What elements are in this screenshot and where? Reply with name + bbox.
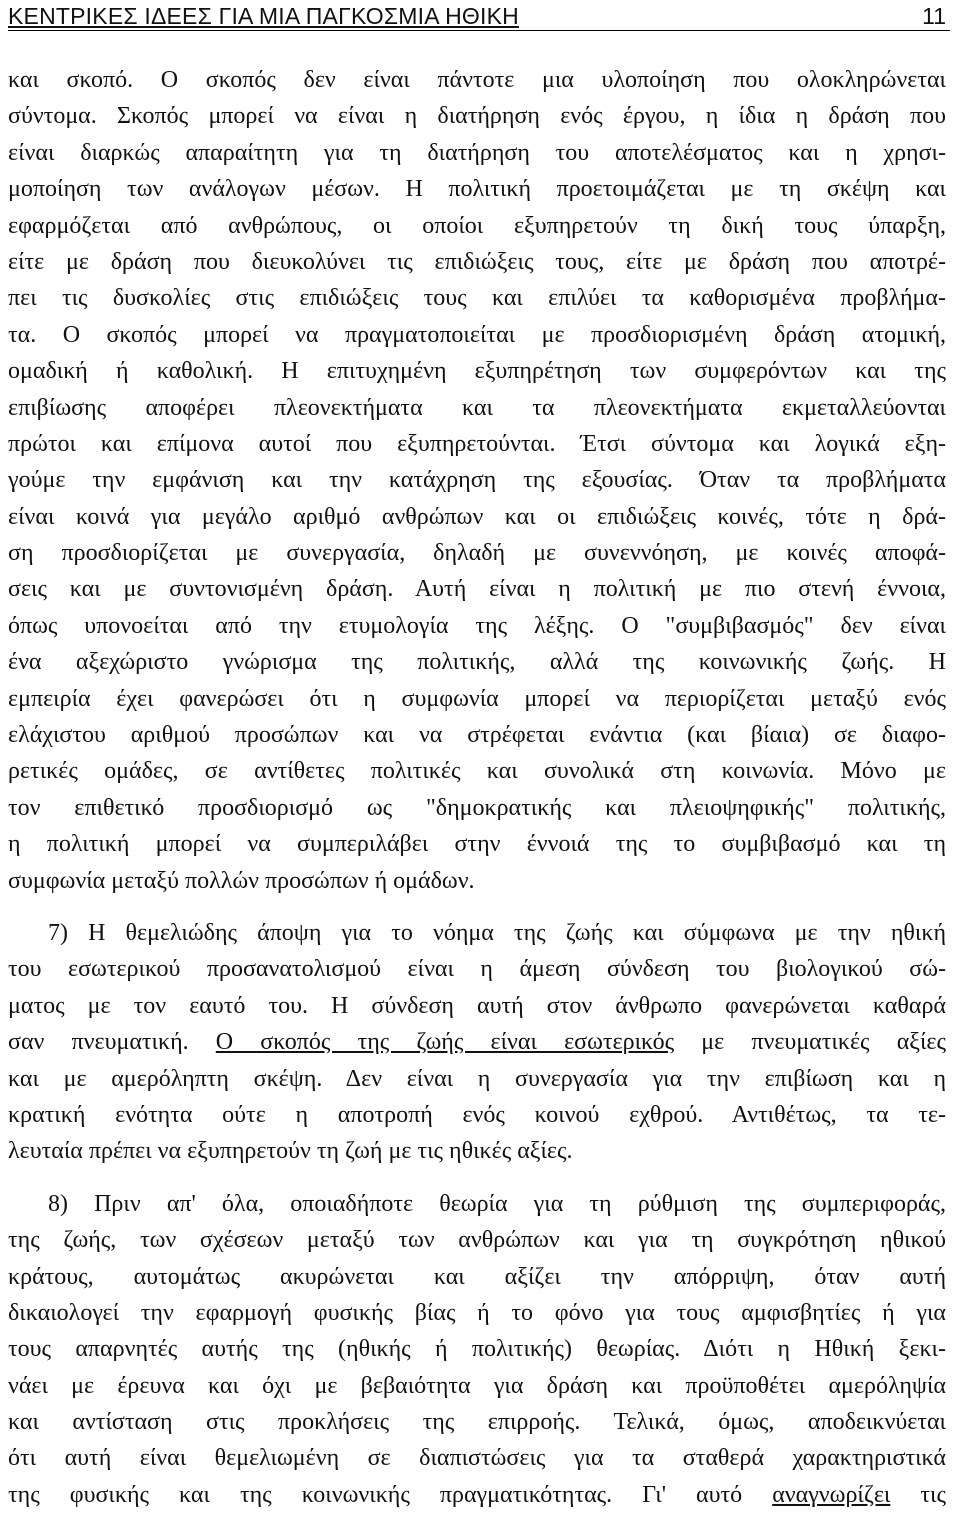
- text-line: ματος με τον εαυτό του. Η σύνδεση αυτή στον άνθρωπο φανερώνεται καθαρά: [8, 992, 946, 1019]
- text-span: τις: [890, 1481, 946, 1508]
- text-line: ση προσδιορίζεται με συνεργασία, δηλαδή με συνεννόηση, με κοινές αποφά-: [8, 540, 946, 567]
- text-line: η πολιτική μπορεί να συμπεριλάβει στην έννοιά της το συμβιβασμό και τη: [8, 831, 946, 858]
- text-line: και σκοπό. Ο σκοπός δεν είναι πάντοτε μια υλοποίηση που ολοκληρώνεται: [8, 67, 946, 93]
- text-line: [8, 1477, 946, 1513]
- text-line: πει τις δυσκολίες στις επιδιώξεις τους και επιλύει τα καθορισμένα προβλήμα-: [8, 285, 946, 312]
- underlined-word: αναγνωρίζει: [772, 1481, 891, 1508]
- text-line: της ζωής, των σχέσεων μεταξύ των ανθρώπων και για τη συγκρότηση ηθικού: [8, 1227, 946, 1254]
- text-line: δικαιολογεί την εφαρμογή φυσικής βίας ή το φόνο για τους αμφισβητίες ή για: [8, 1299, 946, 1326]
- text-line: και με αμερόληπτη σκέψη. Δεν είναι η συνεργασία για την επιβίωση και η: [8, 1065, 946, 1092]
- paragraph-3: [8, 1186, 946, 1514]
- text-line: είναι διαρκώς απαραίτητη για τη διατήρηση του αποτελέσματος και η χρησι-: [8, 139, 946, 166]
- text-line: εμπειρία έχει φανερώσει ότι η συμφωνία μπορεί να περιορίζεται μεταξύ ενός: [8, 685, 946, 712]
- text-span: σαν πνευματική.: [8, 1029, 216, 1056]
- text-line: του εσωτερικού προσανατολισμού είναι η άμεση σύνδεση του βιολογικού σώ-: [8, 956, 946, 983]
- text-line: τον επιθετικό προσδιορισμό ως "δημοκρατικής και πλειοψηφικής" πολιτικής,: [8, 794, 946, 821]
- text-line: ελάχιστου αριθμού προσώπων και να στρέφεται ενάντια (και βίαια) σε διαφο-: [8, 722, 946, 749]
- running-header: [8, 0, 950, 31]
- text-line: σύντομα. Σκοπός μπορεί να είναι η διατήρηση ενός έργου, η ίδια η δράση που: [8, 103, 946, 130]
- text-line: ομαδική ή καθολική. Η επιτυχημένη εξυπηρέτηση των συμφερόντων και της: [8, 358, 946, 385]
- text-line: τους απαρνητές αυτής της (ηθικής ή πολιτικής) θεωρίας. Διότι η Ηθική ξεκι-: [8, 1336, 946, 1363]
- text-line: 7) Η θεμελιώδης άποψη για το νόημα της ζωής και σύμφωνα με την ηθική: [48, 919, 946, 946]
- text-line: ότι αυτή είναι θεμελιωμένη σε διαπιστώσεις για τα σταθερά χαρακτηριστικά: [8, 1445, 946, 1472]
- text-line: πρώτοι και επίμονα αυτοί που εξυπηρετούνται. Έτσι σύντομα και λογικά εξη-: [8, 430, 946, 457]
- text-line: νάει με έρευνα και όχι με βεβαιότητα για δράση και προϋποθέτει αμερόληψία: [8, 1372, 946, 1399]
- text-line: σεις και με συντονισμένη δράση. Αυτή είναι η πολιτική με πιο στενή έννοια,: [8, 576, 946, 603]
- text-line: συμφωνία μεταξύ πολλών προσώπων ή ομάδων.: [8, 867, 475, 894]
- paragraph-2: [8, 915, 946, 1170]
- text-line: ρετικές ομάδες, σε αντίθετες πολιτικές και συνολικά στη κοινωνία. Μόνο με: [8, 758, 946, 785]
- text-line: είτε με δράση που διευκολύνει τις επιδιώξεις τους, είτε με δράση που αποτρέ-: [8, 248, 946, 275]
- text-line: κρατική ενότητα ούτε η αποτροπή ενός κοινού εχθρού. Αντιθέτως, τα τε-: [8, 1101, 946, 1128]
- text-line: και αντίσταση στις προκλήσεις της επιρροής. Τελικά, όμως, αποδεικνύεται: [8, 1409, 946, 1436]
- text-line: γούμε την εμφάνιση και την κατάχρηση της εξουσίας. Όταν τα προβλήματα: [8, 467, 946, 494]
- text-line: [8, 1024, 946, 1060]
- text-line: ένα αξεχώριστο γνώρισμα της πολιτικής, αλλά της κοινωνικής ζωής. Η: [8, 649, 946, 676]
- text-line: επιβίωσης αποφέρει πλεονεκτήματα και τα πλεονεκτήματα εκμεταλλεύονται: [8, 394, 946, 421]
- text-span: με πνευματικές αξίες: [674, 1029, 946, 1056]
- text-line: τα. Ο σκοπός μπορεί να πραγματοποιείται με προσδιορισμένη δράση ατομική,: [8, 321, 946, 348]
- text-span: της φυσικής και της κοινωνικής πραγματικότητας. Γι' αυτό: [8, 1481, 773, 1508]
- paragraph-1: [8, 62, 946, 899]
- header-title: ΚΕΝΤΡΙΚΕΣ ΙΔΕΕΣ ΓΙΑ ΜΙΑ ΠΑΓΚΟΣΜΙΑ ΗΘΙΚΗ: [8, 3, 519, 29]
- page-number: 11: [922, 3, 946, 29]
- text-line: όπως υπονοείται από την ετυμολογία της λέξης. Ο "συμβιβασμός" δεν είναι: [8, 612, 946, 639]
- text-line: είναι κοινά για μεγάλο αριθμό ανθρώπων και οι επιδιώξεις κοινές, τότε η δρά-: [8, 503, 946, 530]
- text-line: 8) Πριν απ' όλα, οποιαδήποτε θεωρία για τη ρύθμιση της συμπεριφοράς,: [48, 1190, 946, 1217]
- text-line: εφαρμόζεται από ανθρώπους, οι οποίοι εξυπηρετούν τη δική τους ύπαρξη,: [8, 212, 946, 239]
- body-text: [8, 62, 946, 1513]
- underlined-phrase: Ο σκοπός της ζωής είναι εσωτερικός: [215, 1029, 675, 1056]
- text-line: μοποίηση των ανάλογων μέσων. Η πολιτική προετοιμάζεται με τη σκέψη και: [8, 176, 946, 203]
- text-line: κράτους, αυτομάτως ακυρώνεται και αξίζει την απόρριψη, όταν αυτή: [8, 1263, 946, 1290]
- text-line: λευταία πρέπει να εξυπηρετούν τη ζωή με τις ηθικές αξίες.: [8, 1138, 573, 1165]
